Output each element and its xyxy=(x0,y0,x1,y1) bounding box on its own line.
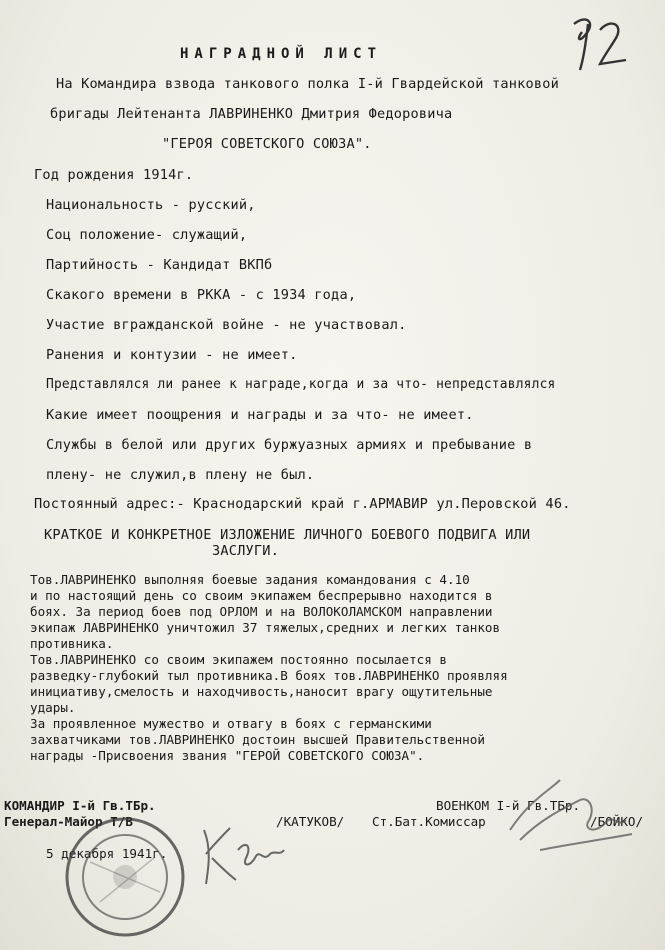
commander-title: КОМАНДИР I-й Гв.ТБр. xyxy=(4,798,156,813)
field-social-status: Соц положение- служащий, xyxy=(46,227,248,243)
document-date: 5 декабря 1941г. xyxy=(46,846,168,861)
header-line-2: бригады Лейтенанта ЛАВРИНЕНКО Дмитрия Федоровича xyxy=(50,106,453,122)
body-line: захватчиками тов.ЛАВРИНЕНКО достоин высшей Правительственной xyxy=(30,732,485,747)
field-service-since: Скакого времени в РККА - с 1934 года, xyxy=(46,287,357,303)
commissar-name: /БОЙКО/ xyxy=(590,814,644,829)
official-stamp xyxy=(60,812,190,942)
handwritten-page-number xyxy=(566,12,636,72)
body-line: экипаж ЛАВРИНЕНКО уничтожил 37 тяжелых,средних и легких танков xyxy=(30,620,501,635)
body-line: боях. За период боев под ОРЛОМ и на ВОЛОКОЛАМСКОМ направлении xyxy=(30,604,493,619)
commissar-rank: Ст.Бат.Комиссар xyxy=(372,814,486,829)
body-line: инициативу,смелость и находчивость,наносит врагу ощутительные xyxy=(30,684,493,699)
field-captivity: плену- не служил,в плену не был. xyxy=(46,467,315,483)
commander-name: /КАТУКОВ/ xyxy=(276,814,345,829)
header-line-3: "ГЕРОЯ СОВЕТСКОГО СОЮЗА". xyxy=(162,136,372,152)
section-heading-line-2: ЗАСЛУГИ. xyxy=(212,543,280,559)
body-line: удары. xyxy=(30,700,76,715)
boyko-signature xyxy=(500,770,640,870)
field-civil-war: Участие вгражданской войне - не участвовал. xyxy=(46,317,407,333)
field-birth-year: Год рождения 1914г. xyxy=(34,167,194,183)
body-line: За проявленное мужество и отвагу в боях с германскими xyxy=(30,716,432,731)
body-line: и по настоящий день со своим экипажем беспрерывно находится в xyxy=(30,588,493,603)
commander-rank: Генерал-Майор Т/В xyxy=(4,814,133,829)
document-title: НАГРАДНОЙ ЛИСТ xyxy=(180,46,383,62)
header-line-1: На Командира взвода танкового полка I-й Гвардейской танковой xyxy=(56,76,560,92)
body-line: награды -Присвоения звания "ГЕРОЙ СОВЕТСКОГО СОЮЗА". xyxy=(30,748,425,763)
body-line: Тов.ЛАВРИНЕНКО со своим экипажем постоянно посылается в xyxy=(30,652,448,667)
field-address: Постоянный адрес:- Краснодарский край г.АРМАВИР ул.Перовской 46. xyxy=(34,496,571,512)
field-nationality: Национальность - русский, xyxy=(46,197,256,213)
commissar-title: ВОЕНКОМ I-й Гв.ТБр. xyxy=(436,798,581,813)
field-white-army: Службы в белой или других буржуазных армиях и пребывание в xyxy=(46,437,533,453)
body-line: противника. xyxy=(30,636,114,651)
section-heading-line-1: КРАТКОЕ И КОНКРЕТНОЕ ИЗЛОЖЕНИЕ ЛИЧНОГО БОЕВОГО ПОДВИГА ИЛИ xyxy=(44,527,531,543)
katukov-signature xyxy=(198,810,288,890)
field-previous-awards: Представлялся ли ранее к награде,когда и за что- непредставлялся xyxy=(46,377,556,392)
body-line: разведку-глубокий тыл противника.В боях тов.ЛАВРИНЕНКО проявляя xyxy=(30,668,508,683)
field-party: Партийность - Кандидат ВКПб xyxy=(46,257,273,273)
field-current-awards: Какие имеет поощрения и награды и за что- не имеет. xyxy=(46,407,474,423)
body-line: Тов.ЛАВРИНЕНКО выполняя боевые задания командования с 4.10 xyxy=(30,572,470,587)
field-wounds: Ранения и контузии - не имеет. xyxy=(46,347,298,363)
